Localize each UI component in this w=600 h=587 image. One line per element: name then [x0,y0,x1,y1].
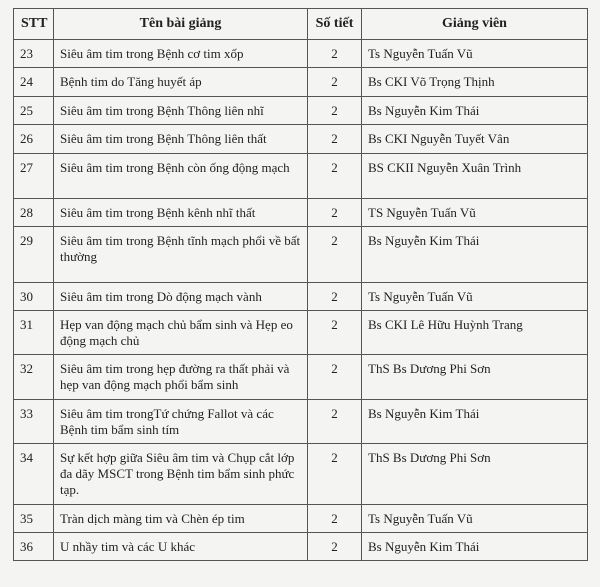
cell-lecture-name: Siêu âm tim trong Bệnh tĩnh mạch phổi về bất thường [54,227,308,283]
header-lecturer: Giảng viên [362,9,588,40]
cell-lecturer: Bs CKI Nguyễn Tuyết Vân [362,125,588,154]
table-header-row [14,9,588,40]
table-row [14,97,588,125]
table-row [14,444,588,505]
cell-stt: 31 [14,311,54,355]
cell-lecturer: BS CKII Nguyễn Xuân Trình [362,154,588,199]
cell-periods: 2 [308,199,362,227]
cell-stt: 33 [14,400,54,444]
table-row [14,400,588,444]
cell-stt: 35 [14,505,54,533]
cell-lecture-name: Siêu âm tim trong Dò động mạch vành [54,283,308,311]
cell-lecture-name: Hẹp van động mạch chủ bẩm sinh và Hẹp eo động mạch chủ [54,311,308,355]
cell-periods: 2 [308,227,362,283]
cell-periods: 2 [308,283,362,311]
cell-lecture-name: U nhầy tim và các U khác [54,533,308,561]
cell-lecture-name: Bệnh tim do Tăng huyết áp [54,68,308,97]
cell-periods: 2 [308,154,362,199]
lecture-table [13,8,588,561]
cell-stt: 24 [14,68,54,97]
cell-lecturer: Bs Nguyễn Kim Thái [362,400,588,444]
cell-lecturer: ThS Bs Dương Phi Sơn [362,355,588,400]
cell-periods: 2 [308,40,362,68]
cell-periods: 2 [308,125,362,154]
table-row [14,355,588,400]
cell-periods: 2 [308,400,362,444]
cell-lecturer: Ts Nguyễn Tuấn Vũ [362,283,588,311]
table-row [14,199,588,227]
table-row [14,311,588,355]
table-row [14,227,588,283]
cell-stt: 28 [14,199,54,227]
cell-lecture-name: Siêu âm tim trong Bệnh Thông liên nhĩ [54,97,308,125]
cell-stt: 36 [14,533,54,561]
table-row [14,283,588,311]
header-periods: Số tiết [308,9,362,40]
cell-periods: 2 [308,533,362,561]
cell-stt: 32 [14,355,54,400]
cell-periods: 2 [308,311,362,355]
cell-lecture-name: Siêu âm tim trong Bệnh Thông liên thất [54,125,308,154]
cell-lecture-name: Siêu âm tim trong Bệnh cơ tim xốp [54,40,308,68]
cell-lecturer: Bs Nguyễn Kim Thái [362,533,588,561]
cell-periods: 2 [308,505,362,533]
cell-periods: 2 [308,444,362,505]
cell-stt: 23 [14,40,54,68]
table-row [14,533,588,561]
table-row [14,68,588,97]
cell-lecture-name: Sự kết hợp giữa Siêu âm tim và Chụp cắt lớp đa dãy MSCT trong Bệnh tim bẩm sinh phức tạp. [54,444,308,505]
cell-lecturer: Ts Nguyễn Tuấn Vũ [362,40,588,68]
table-row [14,40,588,68]
cell-lecture-name: Siêu âm tim trongTứ chứng Fallot và các Bệnh tim bẩm sinh tím [54,400,308,444]
header-stt: STT [14,9,54,40]
cell-stt: 29 [14,227,54,283]
cell-stt: 26 [14,125,54,154]
cell-periods: 2 [308,68,362,97]
cell-lecturer: Bs CKI Võ Trọng Thịnh [362,68,588,97]
cell-lecturer: TS Nguyễn Tuấn Vũ [362,199,588,227]
cell-lecturer: ThS Bs Dương Phi Sơn [362,444,588,505]
cell-lecture-name: Siêu âm tim trong hẹp đường ra thất phải và hẹp van động mạch phổi bẩm sinh [54,355,308,400]
cell-lecture-name: Tràn dịch màng tim và Chèn ép tim [54,505,308,533]
cell-lecturer: Bs CKI Lê Hữu Huỳnh Trang [362,311,588,355]
table-row [14,154,588,199]
cell-stt: 27 [14,154,54,199]
cell-stt: 25 [14,97,54,125]
cell-periods: 2 [308,97,362,125]
table-row [14,125,588,154]
cell-lecturer: Bs Nguyễn Kim Thái [362,97,588,125]
cell-stt: 34 [14,444,54,505]
cell-lecturer: Ts Nguyễn Tuấn Vũ [362,505,588,533]
header-lecture-name: Tên bài giảng [54,9,308,40]
cell-lecture-name: Siêu âm tim trong Bệnh còn ống động mạch [54,154,308,199]
cell-lecturer: Bs Nguyễn Kim Thái [362,227,588,283]
table-row [14,505,588,533]
cell-periods: 2 [308,355,362,400]
cell-lecture-name: Siêu âm tim trong Bệnh kênh nhĩ thất [54,199,308,227]
cell-stt: 30 [14,283,54,311]
